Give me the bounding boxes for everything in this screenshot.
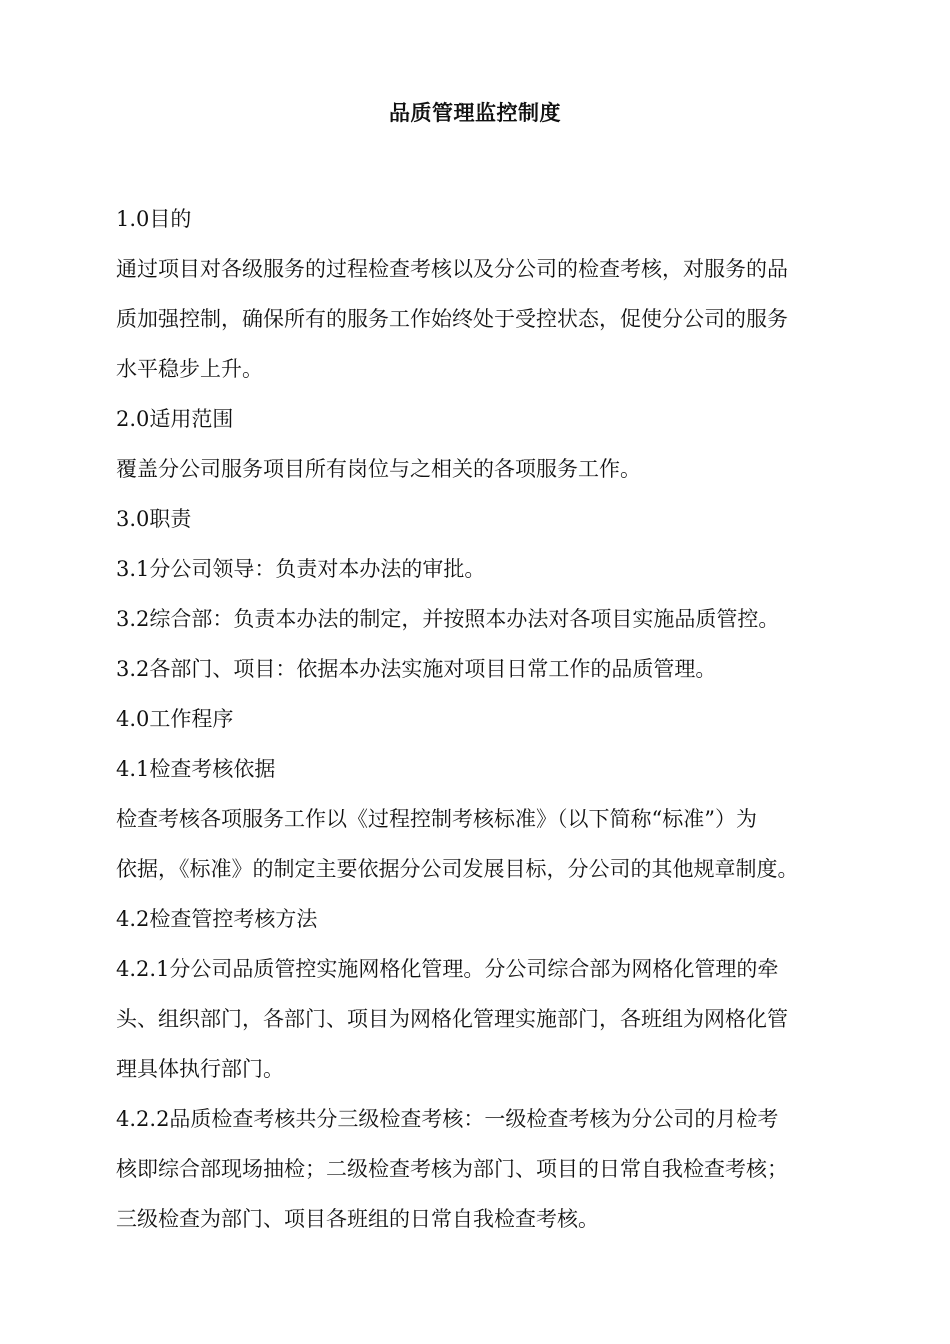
- subsection-heading-basis: 4.1检查考核依据: [116, 757, 276, 781]
- paragraph-line: 3.1分公司领导：负责对本办法的审批。: [116, 557, 486, 581]
- paragraph-line: 核即综合部现场抽检；二级检查考核为部门、项目的日常自我检查考核；: [116, 1157, 788, 1181]
- section-heading-procedure: 4.0工作程序: [116, 707, 234, 731]
- document-body: [116, 194, 846, 1244]
- document-title: 品质管理监控制度: [389, 101, 561, 125]
- paragraph-line: 覆盖分公司服务项目所有岗位与之相关的各项服务工作。: [116, 457, 641, 481]
- paragraph-line: 依据，《标准》的制定主要依据分公司发展目标，分公司的其他规章制度。: [116, 857, 799, 881]
- paragraph-line: 3.2各部门、项目：依据本办法实施对项目日常工作的品质管理。: [116, 657, 717, 681]
- paragraph-line: 质加强控制，确保所有的服务工作始终处于受控状态，促使分公司的服务: [116, 307, 788, 331]
- paragraph-line: 头、组织部门，各部门、项目为网格化管理实施部门，各班组为网格化管: [116, 1007, 788, 1031]
- paragraph-line: 检查考核各项服务工作以《过程控制考核标准》（以下简称“标准”）为: [116, 807, 757, 831]
- paragraph-line: 4.2.2品质检查考核共分三级检查考核：一级检查考核为分公司的月检考: [116, 1107, 779, 1131]
- section-heading-responsibilities: 3.0职责: [116, 507, 192, 531]
- subsection-heading-methods: 4.2检查管控考核方法: [116, 907, 318, 931]
- paragraph-line: 理具体执行部门。: [116, 1057, 284, 1081]
- paragraph-line: 3.2综合部：负责本办法的制定，并按照本办法对各项目实施品质管控。: [116, 607, 780, 631]
- paragraph-line: 4.2.1分公司品质管控实施网格化管理。分公司综合部为网格化管理的牵: [116, 957, 779, 981]
- paragraph-line: 三级检查为部门、项目各班组的日常自我检查考核。: [116, 1207, 599, 1231]
- section-heading-scope: 2.0适用范围: [116, 407, 234, 431]
- paragraph-line: 通过项目对各级服务的过程检查考核以及分公司的检查考核，对服务的品: [116, 257, 788, 281]
- paragraph-line: 水平稳步上升。: [116, 357, 263, 381]
- section-heading-purpose: 1.0目的: [116, 207, 192, 231]
